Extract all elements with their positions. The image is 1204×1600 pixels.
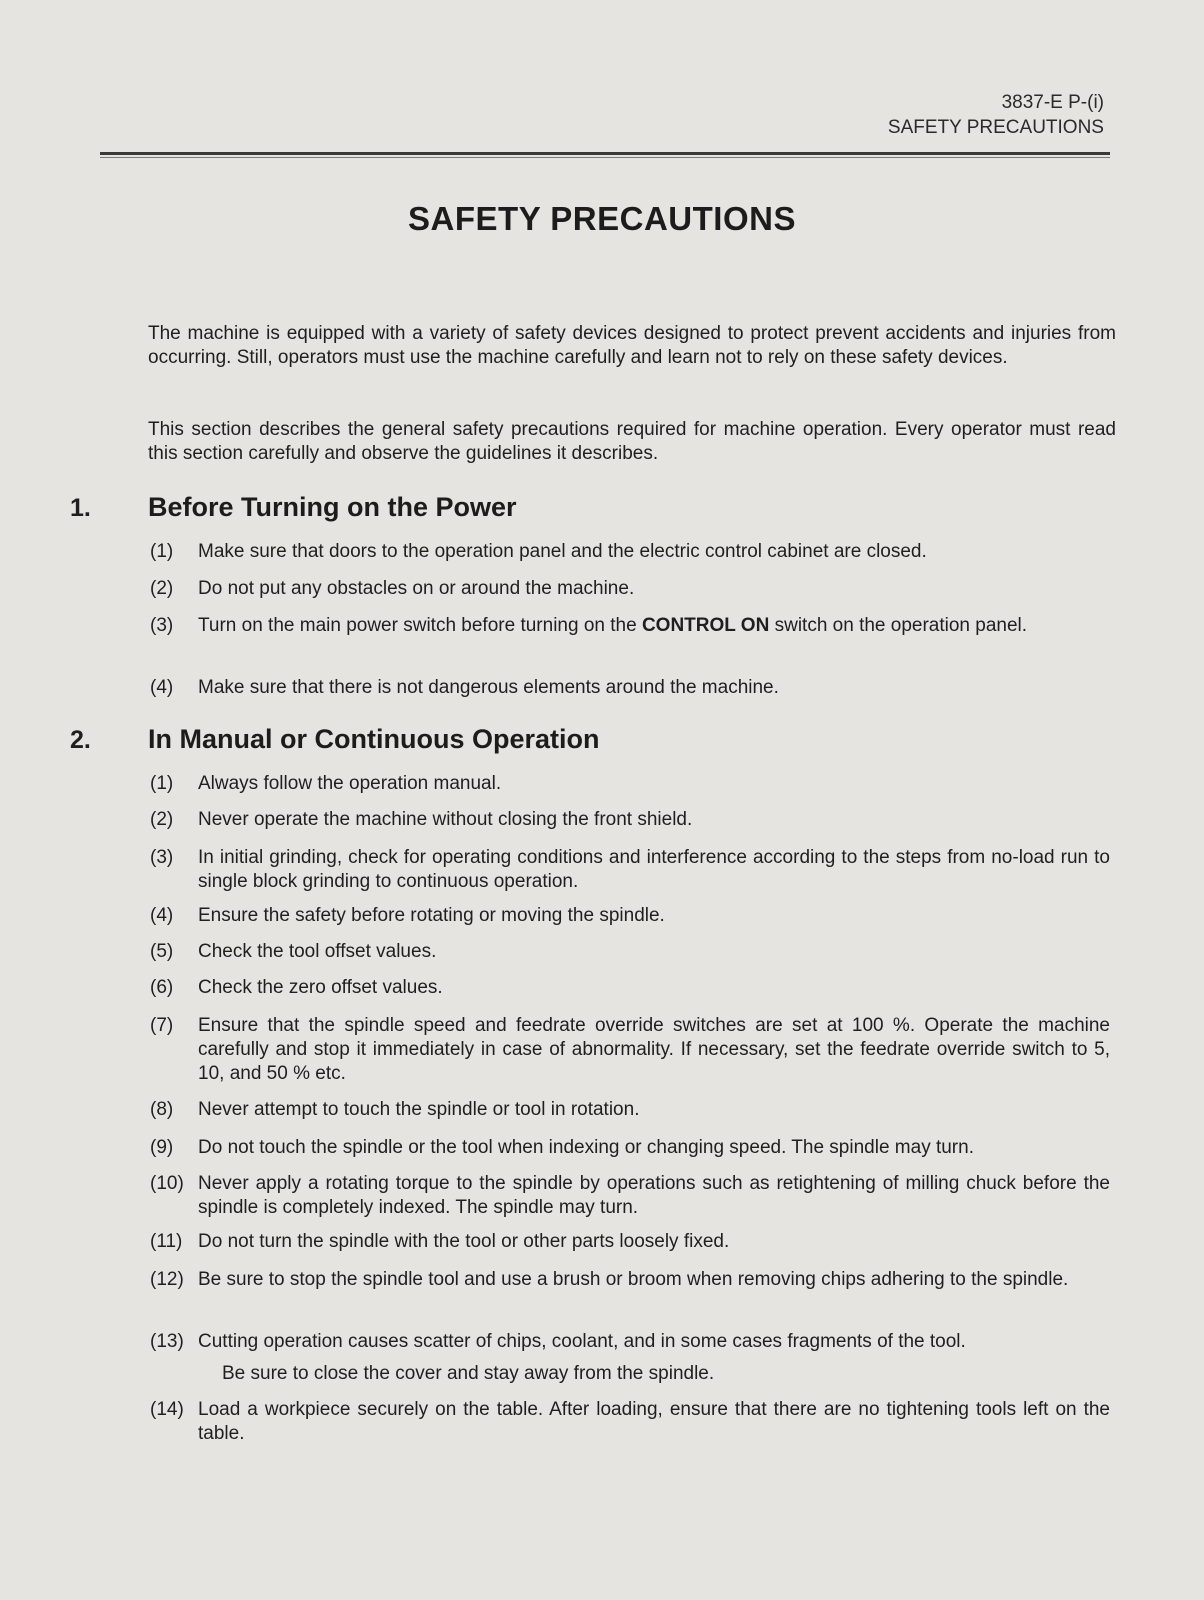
item-continuation-text: Be sure to close the cover and stay away from the spindle. [222, 1363, 715, 1384]
list-item [150, 1330, 1110, 1354]
item-number: (4) [150, 905, 174, 926]
item-number: (2) [150, 578, 174, 599]
list-item [150, 1136, 1110, 1160]
item-text: Make sure that there is not dangerous elements around the machine. [198, 677, 779, 698]
item-text: Never operate the machine without closing the front shield. [198, 809, 693, 830]
list-item [150, 808, 1110, 832]
control-on-label: CONTROL ON [641, 615, 770, 636]
list-item [150, 1014, 1110, 1086]
item-number: (9) [150, 1137, 174, 1158]
list-item [150, 676, 1110, 700]
item-number: (1) [150, 773, 174, 794]
item-text: Never apply a rotating torque to the spindle by operations such as retightening of milling chuck before the spindle is completely indexed. The spindle may turn. [198, 1173, 1110, 1218]
running-header [888, 90, 1104, 140]
list-item [150, 940, 1110, 964]
list-item [150, 904, 1110, 928]
list-item [150, 846, 1110, 894]
list-item [150, 1268, 1110, 1292]
item-text: Check the zero offset values. [198, 977, 443, 998]
item-number: (1) [150, 541, 174, 562]
doc-code: 3837-E P-(i) [1001, 92, 1104, 113]
item-text [150, 614, 1110, 638]
item-number: (3) [150, 615, 174, 636]
item-number: (4) [150, 677, 174, 698]
item-text: Never attempt to touch the spindle or tool in rotation. [198, 1099, 640, 1120]
item-text: Do not touch the spindle or the tool when indexing or changing speed. The spindle may turn. [198, 1137, 974, 1158]
item-text: Check the tool offset values. [198, 941, 437, 962]
header-rule-thin [100, 157, 1110, 158]
item-number: (2) [150, 809, 174, 830]
list-item-continuation [150, 1362, 1110, 1386]
item-text: Ensure the safety before rotating or moving the spindle. [198, 905, 665, 926]
list-item [150, 1230, 1110, 1254]
section-1-number: 1. [70, 494, 91, 522]
item-number: (3) [150, 847, 174, 868]
list-item [150, 1398, 1110, 1446]
section-2-number: 2. [70, 726, 91, 754]
intro-paragraph-2: This section describes the general safety precautions required for machine operation. Every operator must read this section carefully and observe the guidelines it describes. [148, 419, 1116, 464]
list-item [150, 772, 1110, 796]
list-item [150, 1098, 1110, 1122]
intro-paragraph-1: The machine is equipped with a variety of safety devices designed to protect prevent accidents and injuries from occurring. Still, operators must use the machine carefully and learn not to rely on these safety devices. [148, 323, 1116, 368]
page-title: SAFETY PRECAUTIONS [408, 200, 796, 237]
item-number: (12) [150, 1269, 184, 1290]
list-item [150, 540, 1110, 564]
item-number: (8) [150, 1099, 174, 1120]
item-number: (10) [150, 1173, 184, 1194]
list-item [150, 976, 1110, 1000]
header-section-title: SAFETY PRECAUTIONS [887, 117, 1104, 138]
list-item [150, 614, 1110, 638]
item-number: (7) [150, 1015, 174, 1036]
item-text: Cutting operation causes scatter of chips, coolant, and in some cases fragments of the tool. [198, 1331, 966, 1352]
item-number: (13) [150, 1331, 184, 1352]
header-rule [100, 152, 1110, 155]
list-item [150, 1172, 1110, 1220]
section-1-title: Before Turning on the Power [148, 492, 517, 522]
section-2-title: In Manual or Continuous Operation [148, 724, 600, 754]
item-text-part: switch on the operation panel. [769, 615, 1028, 636]
item-text: Make sure that doors to the operation panel and the electric control cabinet are closed. [198, 541, 927, 562]
item-number: (6) [150, 977, 174, 998]
item-text: In initial grinding, check for operating conditions and interference according to the steps from no-load run to single block grinding to continuous operation. [198, 847, 1110, 892]
item-text: Be sure to stop the spindle tool and use a brush or broom when removing chips adhering to the spindle. [198, 1269, 1069, 1290]
item-number: (11) [150, 1231, 183, 1252]
item-text: Do not put any obstacles on or around the machine. [198, 578, 635, 599]
item-text: Do not turn the spindle with the tool or other parts loosely fixed. [198, 1231, 730, 1252]
item-text-part: Turn on the main power switch before turning on the [198, 615, 642, 636]
list-item [150, 577, 1110, 601]
item-text: Always follow the operation manual. [198, 773, 502, 794]
item-number: (14) [150, 1399, 184, 1420]
item-text: Ensure that the spindle speed and feedrate override switches are set at 100 %. Operate the machine carefully and stop it immediately in case of abnormality. If necessary, set the feedrate override switch to 5, 10, and 50 % etc. [198, 1015, 1110, 1084]
item-text: Load a workpiece securely on the table. After loading, ensure that there are no tightening tools left on the table. [198, 1399, 1110, 1444]
item-number: (5) [150, 941, 174, 962]
